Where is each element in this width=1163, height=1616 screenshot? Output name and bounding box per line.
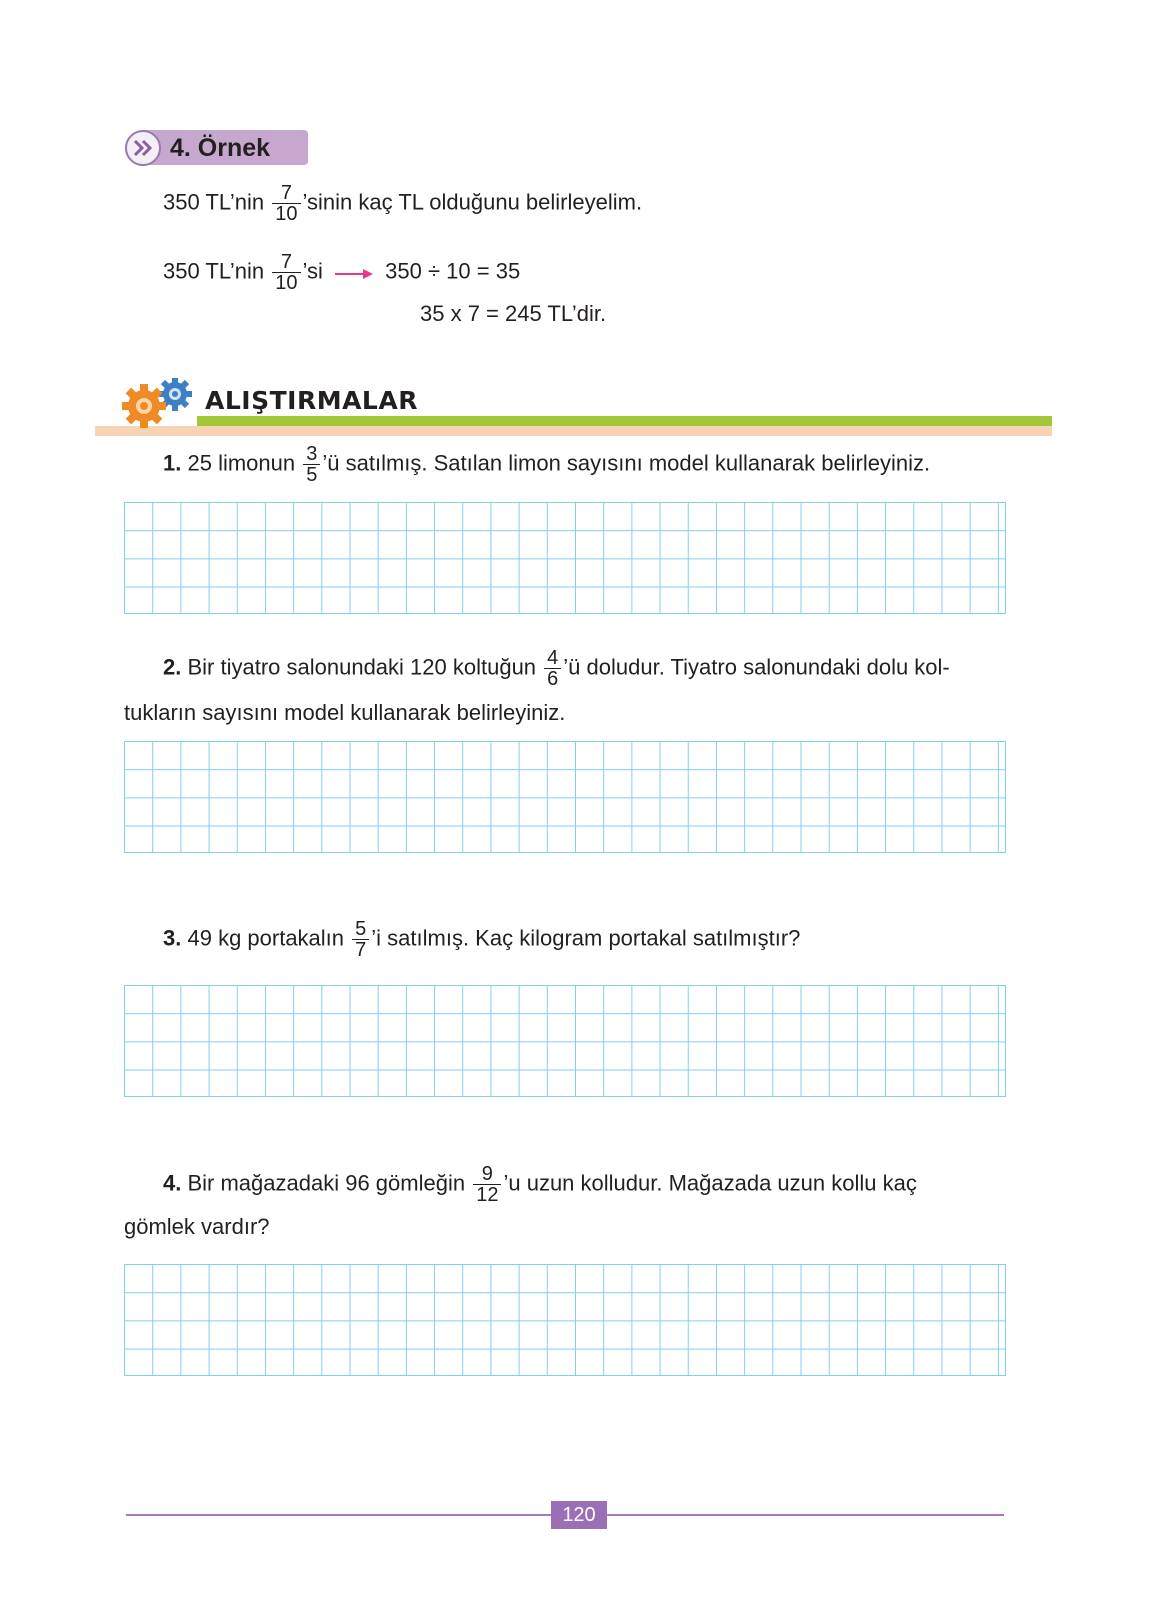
exercise-3-grid[interactable]: [124, 985, 1006, 1097]
example-title: 4. Örnek: [170, 134, 271, 162]
exercise-2-text: 2. Bir tiyatro salonundaki 120 koltuğun $\frac{4}{6}$ ’ü doludur. Tiyatro salonundaki dolu kol-: [163, 647, 950, 690]
double-chevron-icon: [125, 130, 161, 166]
solution-step-2: 35 x 7 = 245 TL’dir.: [420, 301, 607, 326]
fraction: $\frac{3}{5}$: [303, 444, 320, 485]
example-intro: 350 TL’nin $\frac{7}{10}$ ’sinin kaç TL olduğunu belirleyelim.: [163, 182, 643, 225]
exercise-2-text-line2: tukların sayısını model kullanarak belirleyiniz.: [124, 700, 566, 725]
exercise-4-grid[interactable]: [124, 1264, 1006, 1376]
fraction: $\frac{7}{10}$: [272, 183, 300, 224]
fraction: $\frac{7}{10}$: [272, 252, 300, 293]
gears-icon: [120, 378, 200, 433]
fraction: $\frac{5}{7}$: [352, 919, 369, 960]
exercise-1-grid[interactable]: [124, 502, 1006, 614]
footer-line-right: [607, 1514, 1004, 1516]
exercise-1-text: 1. 25 limonun $\frac{3}{5}$ ’ü satılmış. Satılan limon sayısını model kullanarak belirleyiniz.: [163, 443, 931, 486]
fraction: $\frac{4}{6}$: [544, 648, 561, 689]
exercises-underline-green: [197, 416, 1052, 426]
solution-step-1: 350 ÷ 10 = 35: [385, 258, 521, 284]
page-number: 120: [551, 1501, 607, 1529]
exercises-title: ALIŞTIRMALAR: [205, 386, 418, 415]
right-arrow-icon: [335, 260, 373, 286]
exercise-2-grid[interactable]: [124, 741, 1006, 853]
exercises-underline-peach: [95, 426, 1052, 436]
exercise-4-text-line2: gömlek vardır?: [124, 1214, 270, 1239]
exercise-4-text: 4. Bir mağazadaki 96 gömleğin $\frac{9}{12}$ ’u uzun kolludur. Mağazada uzun kollu kaç: [163, 1163, 917, 1206]
fraction: $\frac{9}{12}$: [473, 1164, 501, 1205]
exercise-3-text: 3. 49 kg portakalın $\frac{5}{7}$ ’i satılmış. Kaç kilogram portakal satılmıştır?: [163, 918, 801, 961]
example-solution: 350 TL’nin $\frac{7}{10}$ ’si 350 ÷ 10 = 35: [163, 251, 521, 294]
footer-line-left: [126, 1514, 551, 1516]
